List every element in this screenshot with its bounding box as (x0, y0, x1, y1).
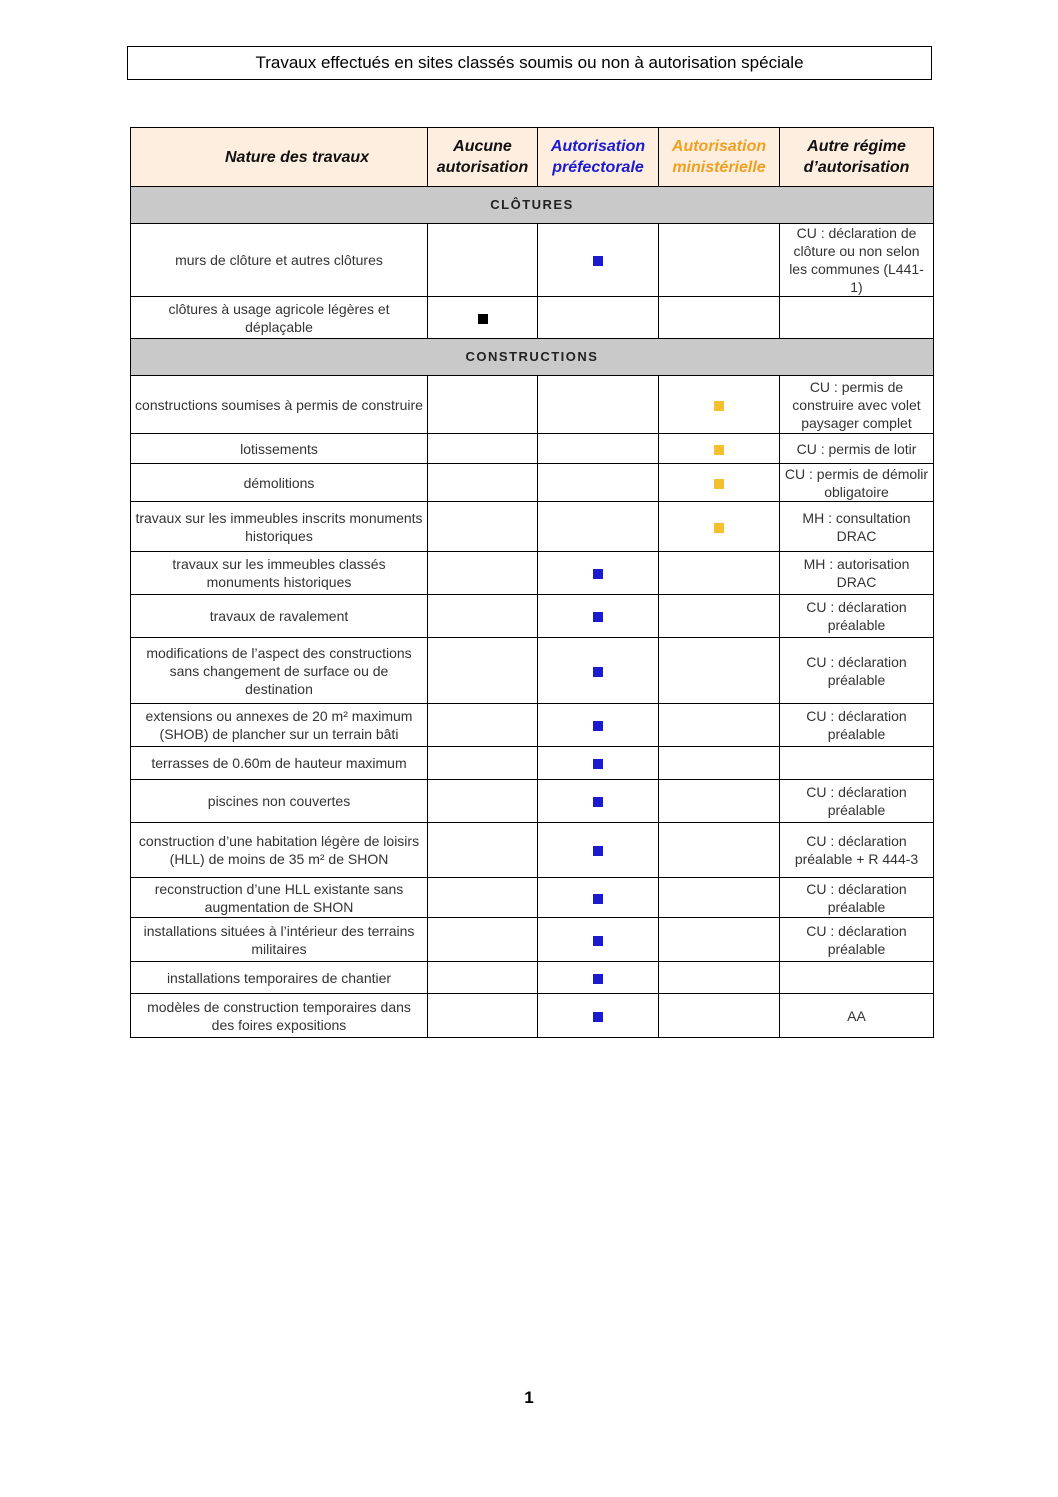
aucune-cell (428, 747, 538, 780)
prefectorale-marker-icon (593, 894, 603, 904)
prefectorale-marker-icon (593, 667, 603, 677)
prefectorale-marker-icon (593, 569, 603, 579)
nature-cell: construction d’une habitation légère de loisirs (HLL) de moins de 35 m² de SHON (131, 823, 428, 878)
prefectorale-cell (538, 638, 659, 704)
ministerielle-cell (659, 823, 780, 878)
header-ministerielle (659, 128, 780, 187)
ministerielle-cell (659, 878, 780, 918)
prefectorale-marker-icon (593, 759, 603, 769)
header-prefectorale (538, 128, 659, 187)
prefectorale-marker-icon (593, 974, 603, 984)
regime-cell: CU : permis de lotir (780, 434, 934, 464)
header-prefectorale-line2: préfectorale (552, 159, 644, 176)
ministerielle-cell (659, 638, 780, 704)
prefectorale-cell (538, 434, 659, 464)
table-row (131, 297, 934, 339)
nature-cell: modèles de construction temporaires dans des foires expositions (131, 994, 428, 1038)
nature-cell: piscines non couvertes (131, 780, 428, 823)
nature-cell: extensions ou annexes de 20 m² maximum (SHOB) de plancher sur un terrain bâti (131, 704, 428, 747)
aucune-cell (428, 224, 538, 297)
aucune-cell (428, 878, 538, 918)
nature-cell: reconstruction d’une HLL existante sans augmentation de SHON (131, 878, 428, 918)
prefectorale-marker-icon (593, 1012, 603, 1022)
regime-cell: CU : déclaration préalable (780, 918, 934, 962)
table-row (131, 704, 934, 747)
ministerielle-marker-icon (714, 445, 724, 455)
prefectorale-cell (538, 823, 659, 878)
nature-cell: travaux de ravalement (131, 595, 428, 638)
header-autre (780, 128, 934, 187)
aucune-cell (428, 464, 538, 502)
document-title: Travaux effectués en sites classés soumis ou non à autorisation spéciale (127, 46, 932, 80)
ministerielle-cell (659, 962, 780, 994)
regime-cell: CU : déclaration préalable (780, 595, 934, 638)
header-aucune (428, 128, 538, 187)
prefectorale-cell (538, 918, 659, 962)
table-row (131, 638, 934, 704)
regime-cell: CU : déclaration préalable (780, 780, 934, 823)
aucune-cell (428, 918, 538, 962)
ministerielle-cell (659, 376, 780, 434)
works-table (130, 127, 934, 1038)
ministerielle-cell (659, 464, 780, 502)
ministerielle-cell (659, 224, 780, 297)
prefectorale-cell (538, 704, 659, 747)
prefectorale-marker-icon (593, 612, 603, 622)
nature-cell: démolitions (131, 464, 428, 502)
header-aucune-line1: Aucune (453, 138, 512, 155)
prefectorale-cell (538, 464, 659, 502)
aucune-marker-icon (478, 314, 488, 324)
regime-cell (780, 297, 934, 339)
table-row (131, 552, 934, 595)
table-row (131, 962, 934, 994)
aucune-cell (428, 823, 538, 878)
ministerielle-cell (659, 747, 780, 780)
aucune-cell (428, 638, 538, 704)
aucune-cell (428, 376, 538, 434)
aucune-cell (428, 434, 538, 464)
header-aucune-line2: autorisation (436, 159, 529, 176)
nature-cell: terrasses de 0.60m de hauteur maximum (131, 747, 428, 780)
prefectorale-cell (538, 376, 659, 434)
aucune-cell (428, 962, 538, 994)
prefectorale-cell (538, 595, 659, 638)
regime-cell (780, 747, 934, 780)
prefectorale-cell (538, 224, 659, 297)
prefectorale-cell (538, 502, 659, 552)
prefectorale-cell (538, 747, 659, 780)
ministerielle-cell (659, 552, 780, 595)
regime-cell: CU : déclaration de clôture ou non selon les communes (L441-1) (780, 224, 934, 297)
regime-cell: CU : déclaration préalable + R 444-3 (780, 823, 934, 878)
aucune-cell (428, 552, 538, 595)
prefectorale-marker-icon (593, 797, 603, 807)
table-row (131, 994, 934, 1038)
table-row (131, 224, 934, 297)
nature-cell: installations temporaires de chantier (131, 962, 428, 994)
prefectorale-cell (538, 297, 659, 339)
table-row (131, 434, 934, 464)
regime-cell (780, 962, 934, 994)
table-row (131, 918, 934, 962)
aucune-cell (428, 595, 538, 638)
ministerielle-cell (659, 994, 780, 1038)
table-body (131, 187, 934, 1038)
prefectorale-cell (538, 994, 659, 1038)
prefectorale-cell (538, 552, 659, 595)
regime-cell: CU : déclaration préalable (780, 704, 934, 747)
prefectorale-marker-icon (593, 936, 603, 946)
table-row (131, 878, 934, 918)
prefectorale-marker-icon (593, 721, 603, 731)
regime-cell: MH : consultation DRAC (780, 502, 934, 552)
prefectorale-marker-icon (593, 846, 603, 856)
ministerielle-marker-icon (714, 523, 724, 533)
header-ministerielle-line2: ministérielle (672, 159, 766, 176)
regime-cell: MH : autorisation DRAC (780, 552, 934, 595)
section-title: CONSTRUCTIONS (131, 339, 934, 376)
nature-cell: installations situées à l’intérieur des terrains militaires (131, 918, 428, 962)
ministerielle-cell (659, 704, 780, 747)
nature-cell: constructions soumises à permis de construire (131, 376, 428, 434)
ministerielle-cell (659, 595, 780, 638)
nature-cell: lotissements (131, 434, 428, 464)
nature-cell: travaux sur les immeubles classés monuments historiques (131, 552, 428, 595)
ministerielle-cell (659, 502, 780, 552)
table-row (131, 502, 934, 552)
aucune-cell (428, 780, 538, 823)
header-ministerielle-line1: Autorisation (671, 138, 767, 155)
table-row (131, 780, 934, 823)
table-header-row (131, 128, 934, 187)
ministerielle-cell (659, 297, 780, 339)
table-row (131, 823, 934, 878)
nature-cell: travaux sur les immeubles inscrits monuments historiques (131, 502, 428, 552)
aucune-cell (428, 704, 538, 747)
nature-cell: modifications de l’aspect des constructions sans changement de surface ou de destination (131, 638, 428, 704)
prefectorale-cell (538, 878, 659, 918)
prefectorale-cell (538, 780, 659, 823)
table-row (131, 747, 934, 780)
regime-cell: CU : déclaration préalable (780, 638, 934, 704)
ministerielle-marker-icon (714, 401, 724, 411)
header-nature: Nature des travaux (131, 128, 428, 187)
header-autre-line1: Autre régime (807, 138, 906, 155)
header-prefectorale-line1: Autorisation (550, 138, 646, 155)
ministerielle-cell (659, 918, 780, 962)
section-row (131, 339, 934, 376)
regime-cell: CU : permis de démolir obligatoire (780, 464, 934, 502)
aucune-cell (428, 297, 538, 339)
ministerielle-cell (659, 434, 780, 464)
prefectorale-marker-icon (593, 256, 603, 266)
table-row (131, 376, 934, 434)
ministerielle-marker-icon (714, 479, 724, 489)
section-row (131, 187, 934, 224)
prefectorale-cell (538, 962, 659, 994)
regime-cell: CU : déclaration préalable (780, 878, 934, 918)
header-autre-line2: d’autorisation (803, 159, 910, 176)
page-number: 1 (524, 1388, 534, 1407)
ministerielle-cell (659, 780, 780, 823)
aucune-cell (428, 502, 538, 552)
nature-cell: clôtures à usage agricole légères et déplaçable (131, 297, 428, 339)
aucune-cell (428, 994, 538, 1038)
nature-cell: murs de clôture et autres clôtures (131, 224, 428, 297)
regime-cell: CU : permis de construire avec volet paysager complet (780, 376, 934, 434)
section-title: CLÔTURES (131, 187, 934, 224)
table-row (131, 464, 934, 502)
table-row (131, 595, 934, 638)
regime-cell: AA (780, 994, 934, 1038)
